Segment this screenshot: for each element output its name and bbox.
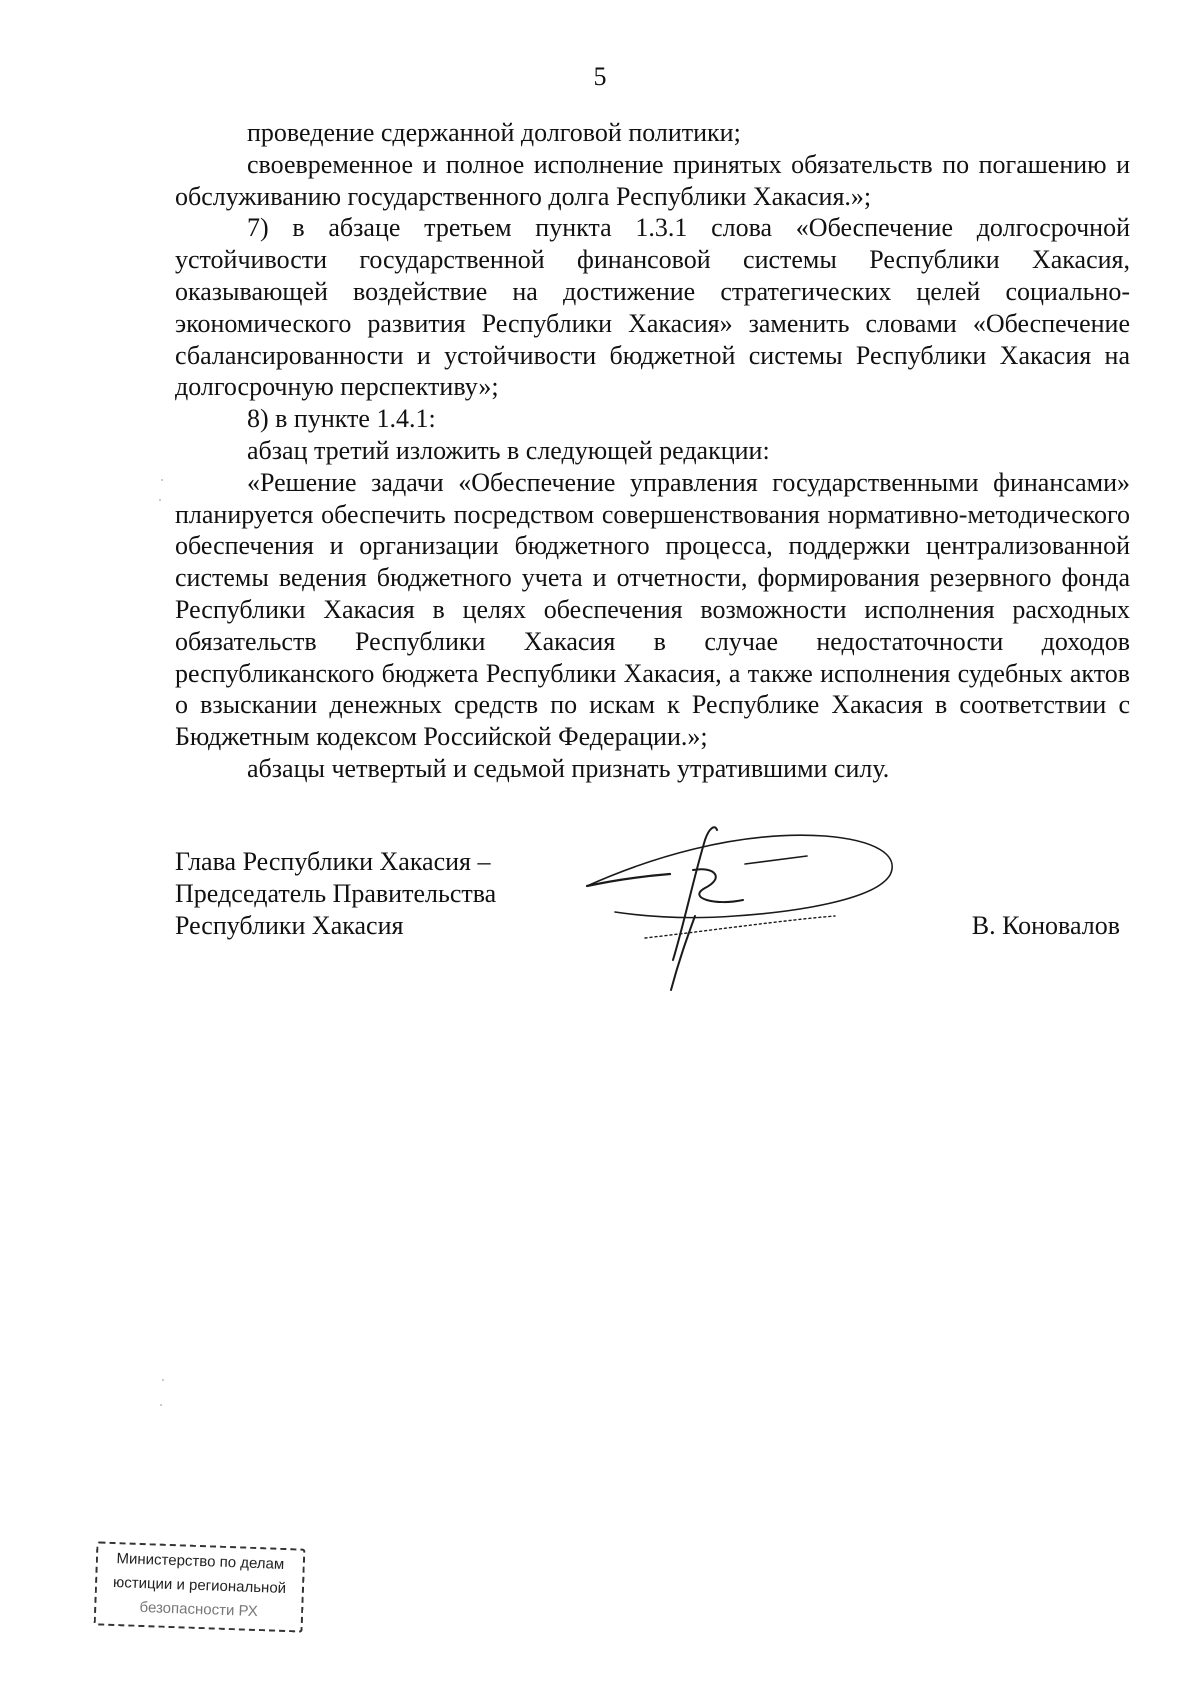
signatory-position-line: Глава Республики Хакасия – xyxy=(175,847,491,876)
paragraph: «Решение задачи «Обеспечение управления государственными финансами» планируется обеспечить посредством совершенствования нормативно-методического обеспечения и организации бюджетного процесса, поддержки централизованной системы ведения бюджетного учета и отчетности, формирования резервного фонда Республики Хакасия в целях обеспечения возможности исполнения расходных обязательств Республики Хакасия в случае недостаточности доходов республиканского бюджета Республики Хакасия, а также исполнения судебных актов о взыскании денежных средств по искам к Республике Хакасия в соответствии с Бюджетным кодексом Российской Федерации.»; xyxy=(175,467,1130,752)
stamp-line: безопасности РХ xyxy=(139,1598,259,1621)
signatory-name: В. Коновалов xyxy=(971,911,1120,940)
paragraph: абзац третий изложить в следующей редакции: xyxy=(247,435,770,465)
stamp-line: Министерство по делам xyxy=(116,1550,285,1573)
paragraph: своевременное и полное исполнение принятых обязательств по погашению и обслуживанию государственного долга Республики Хакасия.»; xyxy=(175,149,1130,211)
signatory-position-line: Председатель Правительства xyxy=(175,879,497,908)
paragraph: абзацы четвертый и седьмой признать утратившими силу. xyxy=(247,753,890,783)
stamp-line: юстиции и региональной xyxy=(112,1573,287,1598)
page-number: 5 xyxy=(593,62,607,91)
paragraph: 8) в пункте 1.4.1: xyxy=(247,404,436,434)
signatory-position-line: Республики Хакасия xyxy=(175,911,404,940)
paragraph: проведение сдержанной долговой политики; xyxy=(247,118,741,147)
paragraph: 7) в абзаце третьем пункта 1.3.1 слова «Обеспечение долгосрочной устойчивости государственной финансовой системы Республики Хакасия, оказывающей воздействие на достижение стратегических целей социально-экономического развития Республики Хакасия» заменить словами «Обеспечение сбалансированности и устойчивости бюджетной системы Республики Хакасия на долгосрочную перспективу»; xyxy=(175,213,1130,402)
